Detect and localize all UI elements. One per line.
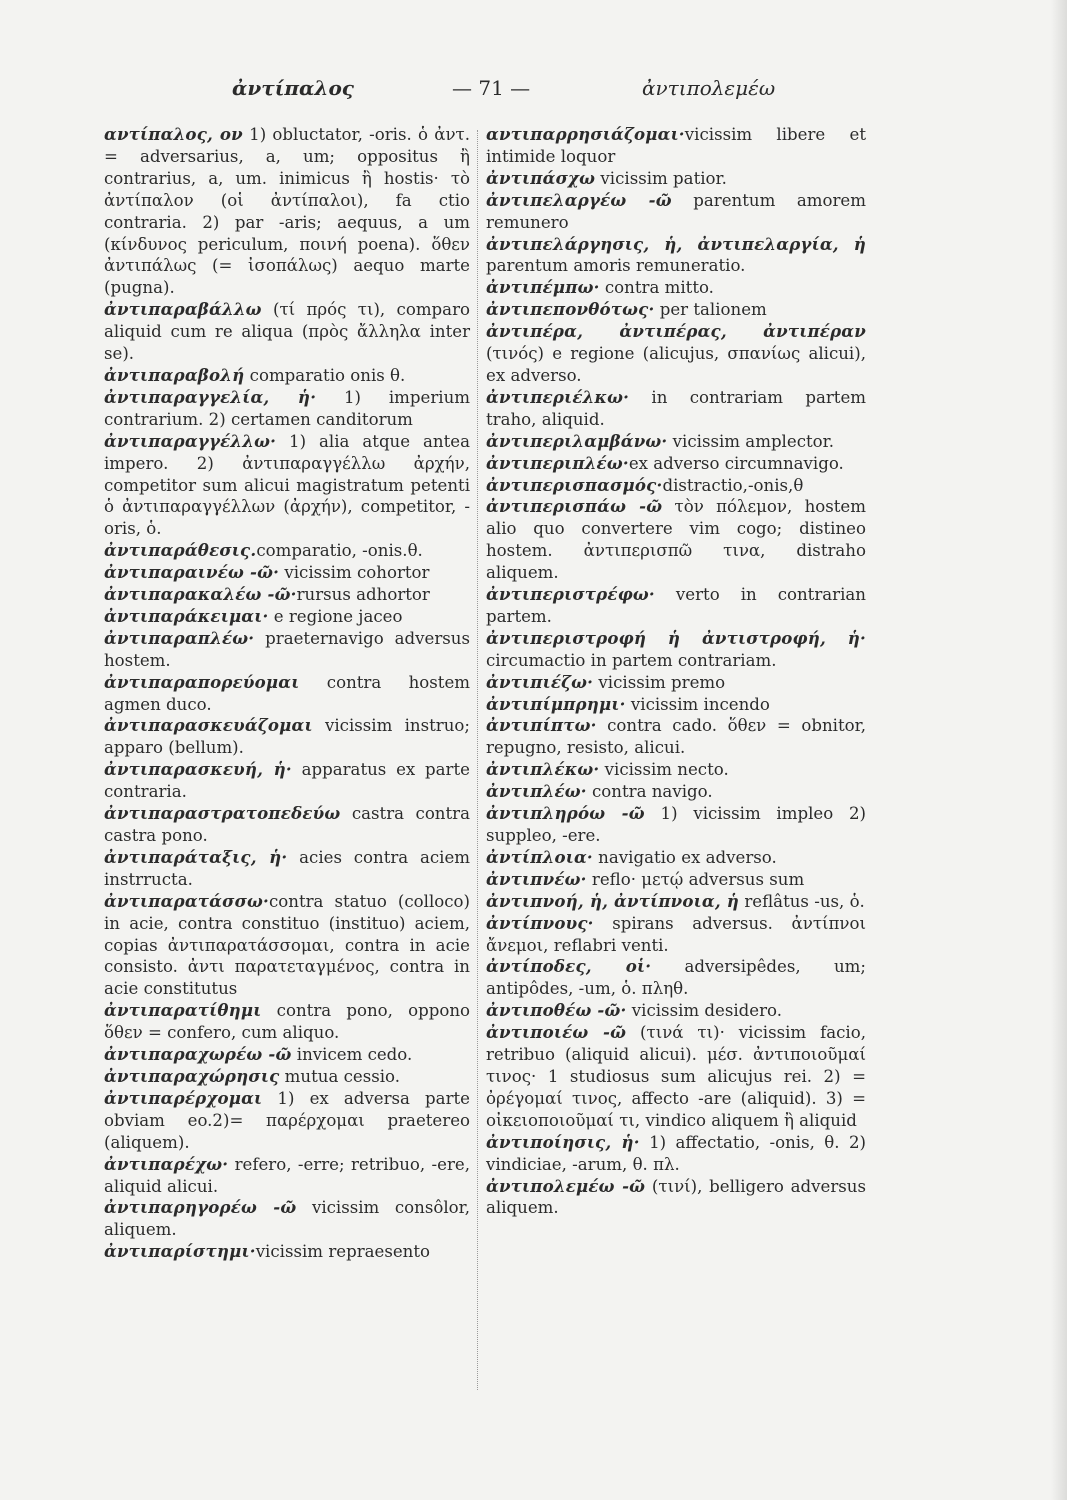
dictionary-entry: [486, 913, 866, 957]
entry-headword: ἀντιπαράταξις, ἡ·: [104, 846, 288, 867]
dictionary-entry: [486, 869, 866, 891]
dictionary-entry: [486, 1022, 866, 1132]
entry-headword: ἀντιπαραπορεύομαι: [104, 671, 300, 692]
dictionary-entry: [486, 759, 866, 781]
entry-definition: contra pono, oppono ὅθεν = confero, cum aliquo.: [104, 1001, 470, 1043]
entry-definition: vicissim premo: [593, 672, 726, 692]
entry-headword: ἀντιπολεμέω -ῶ: [486, 1175, 646, 1196]
entry-definition: (τί πρός τι), comparo aliquid cum re aliqua (πρὸς ἄλληλα inter se).: [104, 300, 470, 364]
dictionary-entry: [104, 715, 470, 759]
entry-definition: e regione jaceo: [268, 606, 403, 626]
entry-definition: vicissim desidero.: [626, 1001, 783, 1021]
entry-headword: ἀντιπαραβολή: [104, 364, 245, 385]
entry-headword: ἀντιπάσχω: [486, 167, 596, 188]
entry-headword: ἀντιπαρέρχομαι: [104, 1087, 263, 1108]
dictionary-entry: [104, 1197, 470, 1241]
entry-definition: mutua cessio.: [279, 1066, 401, 1086]
entry-definition: navigatio ex adverso.: [592, 847, 777, 867]
dictionary-entry: [486, 190, 866, 234]
column-divider: [477, 130, 478, 1390]
entry-definition: per talionem: [654, 300, 767, 320]
entry-headword: ἀντιπαραγγέλλω·: [104, 430, 277, 451]
entry-headword: ἀντιπλέω·: [486, 781, 587, 802]
entry-definition: comparatio onis θ.: [244, 365, 406, 385]
entry-headword: ἀντιπαρασκευάζομαι: [104, 715, 313, 736]
dictionary-entry: [486, 387, 866, 431]
dictionary-entry: [104, 124, 470, 299]
entry-definition: vicissim amplector.: [667, 431, 835, 451]
entry-headword: ἀντιπαρέχω·: [104, 1153, 229, 1174]
entry-definition: adversipêdes, um; antipôdes, -um, ὁ. πληθ.: [486, 957, 866, 999]
dictionary-entry: [486, 431, 866, 453]
entry-definition: vicissim incendo: [625, 694, 770, 714]
entry-headword: ἀντιπαραινέω -ῶ·: [104, 562, 280, 583]
entry-headword: ἀντιπαραστρατοπεδεύω: [104, 803, 341, 824]
dictionary-entry: [486, 715, 866, 759]
dictionary-entry: [104, 803, 470, 847]
entry-headword: ἀντιπαράκειμαι·: [104, 605, 269, 626]
entry-definition: vicissim instruo; apparo (bellum).: [104, 716, 470, 758]
dictionary-entry: [486, 496, 866, 584]
entry-headword: ἀντιποιέω -ῶ: [486, 1022, 627, 1043]
dictionary-entry: [486, 299, 866, 321]
entry-definition: verto in contrarian partem.: [486, 585, 866, 626]
dictionary-entry: [486, 321, 866, 387]
entry-headword: ἀντιπελάργησις, ἡ, ἀντιπελαργία, ἡ: [486, 233, 866, 254]
entry-definition: ex adverso circumnavigo.: [628, 453, 844, 473]
entry-definition: 1) imperium contrarium. 2) certamen canditorum: [104, 387, 470, 429]
entry-headword: ἀντιπιέζω·: [486, 671, 594, 692]
entry-definition: 1) affectatio, -onis, θ. 2) vindiciae, -arum, θ. πλ.: [486, 1132, 866, 1174]
dictionary-entry: [486, 956, 866, 1000]
dictionary-entry: [486, 124, 866, 168]
entry-headword: ἀντιπαρακαλέω -ῶ·: [104, 584, 297, 605]
entry-headword: ἀντιποθέω -ῶ·: [486, 1000, 627, 1021]
dictionary-entry: [104, 584, 470, 606]
dictionary-entry: [104, 1154, 470, 1198]
dictionary-entry: [104, 1241, 470, 1263]
entry-headword: ἀντιπλέκω·: [486, 759, 600, 780]
entry-definition: castra contra castra pono.: [104, 804, 470, 845]
entry-definition: (τινί), belligero adversus aliquem.: [486, 1176, 866, 1218]
header-left-guideword: ἀντίπαλος: [232, 76, 354, 100]
entry-definition: vicissim cohortor: [279, 563, 430, 583]
entry-headword: ἀντιπαρηγορέω -ῶ: [104, 1197, 297, 1218]
entry-headword: ἀντιπαραγγελία, ἡ·: [104, 386, 317, 407]
entry-definition: τὸν πόλεμον, hostem alio quo convertere vim cogo; distineo hostem. ἀντιπερισπῶ τινα, distraho aliquem.: [486, 497, 866, 583]
dictionary-entry: [104, 1066, 470, 1088]
entry-headword: ἀντιπνέω·: [486, 868, 587, 889]
entry-headword: ἀντιπληρόω -ῶ: [486, 803, 645, 824]
entry-definition: in contrariam partem traho, aliquid.: [486, 387, 866, 429]
dictionary-entry: [104, 759, 470, 803]
entry-definition: comparatio, -onis.θ.: [256, 541, 423, 561]
entry-headword: ἀντιπεριέλκω·: [486, 386, 630, 407]
entry-headword: ἀντιπαράθεσις.: [104, 540, 257, 561]
entry-headword: ἀντιπνοή, ἡ, ἀντίπνοια, ἡ: [486, 890, 740, 911]
page-edge-shadow: [1051, 0, 1067, 1500]
dictionary-entry: [486, 847, 866, 869]
entry-definition: vicissim patior.: [595, 168, 727, 188]
entry-definition: circumactio in partem contrariam.: [486, 650, 777, 670]
entry-definition: (τινά τι)· vicissim facio, retribuo (aliquid alicui). μέσ. ἀντιποιοῦμαί τινος· 1 studiosus sum alicujus rei. 2) = ὀρέγομαί τινος, affecto -are (aliquid). 3) = οἰκειοποιοῦμαί τι, vindico aliquem ἢ aliquid: [486, 1023, 866, 1130]
dictionary-entry: [104, 299, 470, 365]
entry-definition: 1) vicissim impleo 2) suppleo, -ere.: [486, 804, 866, 845]
entry-definition: 1) ex adversa parte obviam eo.2)= παρέρχομαι praetereo (aliquem).: [104, 1088, 470, 1152]
entry-headword: ἀντίπνους·: [486, 912, 594, 933]
entry-headword: ἀντιπαραχωρέω -ῶ: [104, 1044, 292, 1065]
entry-definition: reflo· μετῴ adversus sum: [586, 869, 805, 889]
dictionary-entry: [104, 387, 470, 431]
entry-headword: ἀντιπίμπρημι·: [486, 693, 626, 714]
entry-definition: invicem cedo.: [291, 1045, 413, 1065]
entry-headword: ἀντιπεπονθότως·: [486, 299, 655, 320]
entry-definition: parentum amoris remuneratio.: [486, 256, 746, 276]
entry-headword: ἀντιπερισπασμός·: [486, 474, 663, 495]
entry-headword: ἀντιπεριστροφή ἡ ἀντιστροφή, ἡ·: [486, 627, 866, 648]
entry-definition: spirans adversus. ἀντίπνοι ἄνεμοι, reflabri venti.: [486, 913, 866, 955]
entry-headword: ἀντιπαρασκευή, ἡ·: [104, 759, 292, 780]
entry-definition: parentum amorem remunero: [486, 190, 866, 232]
dictionary-entry: [486, 803, 866, 847]
entry-definition: contra cado. ὅθεν = obnitor, repugno, resisto, alicui.: [486, 716, 866, 758]
entry-headword: ἀντιπαρίστημι·: [104, 1241, 256, 1262]
dictionary-entry: [486, 234, 866, 278]
entry-headword: ἀντίποδες, οἱ·: [486, 956, 652, 977]
left-column: [104, 124, 470, 1263]
dictionary-entry: [104, 847, 470, 891]
entry-headword: ἀντιπαρατίθημι: [104, 1000, 262, 1021]
dictionary-entry: [486, 694, 866, 716]
entry-headword: ἀντιπερισπάω -ῶ: [486, 496, 663, 517]
entry-definition: rursus adhortor: [296, 585, 430, 605]
entry-headword: αντιπαρρησιάζομαι·: [486, 124, 685, 144]
dictionary-entry: [486, 475, 866, 497]
entry-headword: ἀντιποίησις, ἡ·: [486, 1131, 640, 1152]
entry-headword: ἀντιπαρατάσσω·: [104, 890, 269, 911]
dictionary-entry: [486, 781, 866, 803]
entry-headword: ἀντιπαραβάλλω: [104, 299, 262, 320]
dictionary-entry: [486, 277, 866, 299]
entry-definition: vicissim necto.: [599, 760, 729, 780]
dictionary-entry: [486, 1132, 866, 1176]
dictionary-entry: [486, 584, 866, 628]
dictionary-entry: [104, 606, 470, 628]
entry-definition: acies contra aciem instrructa.: [104, 847, 470, 889]
dictionary-entry: [104, 1088, 470, 1154]
entry-definition: contra hostem agmen duco.: [104, 672, 470, 714]
entry-headword: ἀντιπαραπλέω·: [104, 627, 255, 648]
dictionary-entry: [486, 891, 866, 913]
entry-definition: reflâtus -us, ὁ.: [739, 891, 865, 911]
entry-definition: refero, -erre; retribuo, -ere, aliquid alicui.: [104, 1154, 470, 1196]
dictionary-entry: [486, 1176, 866, 1220]
entry-headword: ἀντιπέμπω·: [486, 277, 600, 298]
running-header: [102, 76, 862, 108]
entry-definition: contra statuo (colloco) in acie, contra constituo (instituo) aciem, copias ἀντιπαρατάσσομαι, contra in acie consisto. ἀντι παρατεταγμένος, contra in acie constitutus: [104, 891, 470, 999]
page-number: — 71 —: [452, 76, 531, 100]
entry-headword: ἀντιπαραχώρησις: [104, 1065, 280, 1086]
entry-definition: apparatus ex parte contraria.: [104, 760, 470, 802]
entry-headword: ἀντιπέρα, ἀντιπέρας, ἀντιπέραν: [486, 321, 866, 342]
entry-headword: ἀντιπίπτω·: [486, 715, 597, 736]
entry-definition: praeternavigo adversus hostem.: [104, 628, 470, 670]
entry-definition: vicissim repraesento: [255, 1242, 431, 1262]
entry-definition: contra mitto.: [599, 278, 714, 298]
entry-headword: ἀντίπλοια·: [486, 846, 593, 867]
entry-definition: distractio,-onis,θ: [662, 475, 804, 495]
dictionary-entry: [104, 431, 470, 541]
dictionary-entry: [104, 628, 470, 672]
entry-definition: (τινός) e regione (alicujus, σπανίως alicui), ex adverso.: [486, 344, 866, 385]
entry-definition: 1) alia atque antea impero. 2) ἀντιπαραγγέλλω ἀρχήν, competitor sum alicui magistratum petenti ὁ ἀντιπαραγγέλλων (ἀρχήν), competitor, -oris, ὁ.: [104, 431, 470, 539]
dictionary-entry: [486, 453, 866, 475]
dictionary-entry: [104, 1000, 470, 1044]
right-column: [486, 124, 866, 1219]
dictionary-entry: [486, 672, 866, 694]
dictionary-entry: [486, 1000, 866, 1022]
header-right-guideword: ἀντιπολεμέω: [642, 76, 776, 100]
entry-definition: contra navigo.: [586, 782, 713, 802]
entry-headword: ἀντιπεριστρέφω·: [486, 584, 655, 605]
entry-definition: vicissim libere et intimide loquor: [486, 125, 866, 166]
entry-headword: ἀντιπεριπλέω·: [486, 452, 629, 473]
entry-definition: 1) obluctator, -oris. ὁ ἀντ. = adversarius, a, um; oppositus ἢ contrarius, a, um. inimicus ἢ hostis· τὸ ἀντίπαλον (οἱ ἀντίπαλοι), fa ctio contraria. 2) par -aris; aequus, a um (κίνδυνος periculum, ποινή poena). ὅθεν ἀντιπάλως (= ἰσοπάλως) aequo marte (pugna).: [104, 125, 470, 298]
entry-headword: αντίπαλος, ον: [104, 124, 243, 144]
dictionary-entry: [104, 672, 470, 716]
dictionary-entry: [104, 365, 470, 387]
entry-headword: ἀντιπελαργέω -ῶ: [486, 189, 672, 210]
entry-headword: ἀντιπεριλαμβάνω·: [486, 430, 668, 451]
dictionary-entry: [104, 891, 470, 1001]
dictionary-entry: [486, 628, 866, 672]
dictionary-entry: [104, 562, 470, 584]
dictionary-entry: [104, 1044, 470, 1066]
dictionary-entry: [104, 540, 470, 562]
dictionary-entry: [486, 168, 866, 190]
entry-definition: vicissim consôlor, aliquem.: [104, 1198, 471, 1240]
